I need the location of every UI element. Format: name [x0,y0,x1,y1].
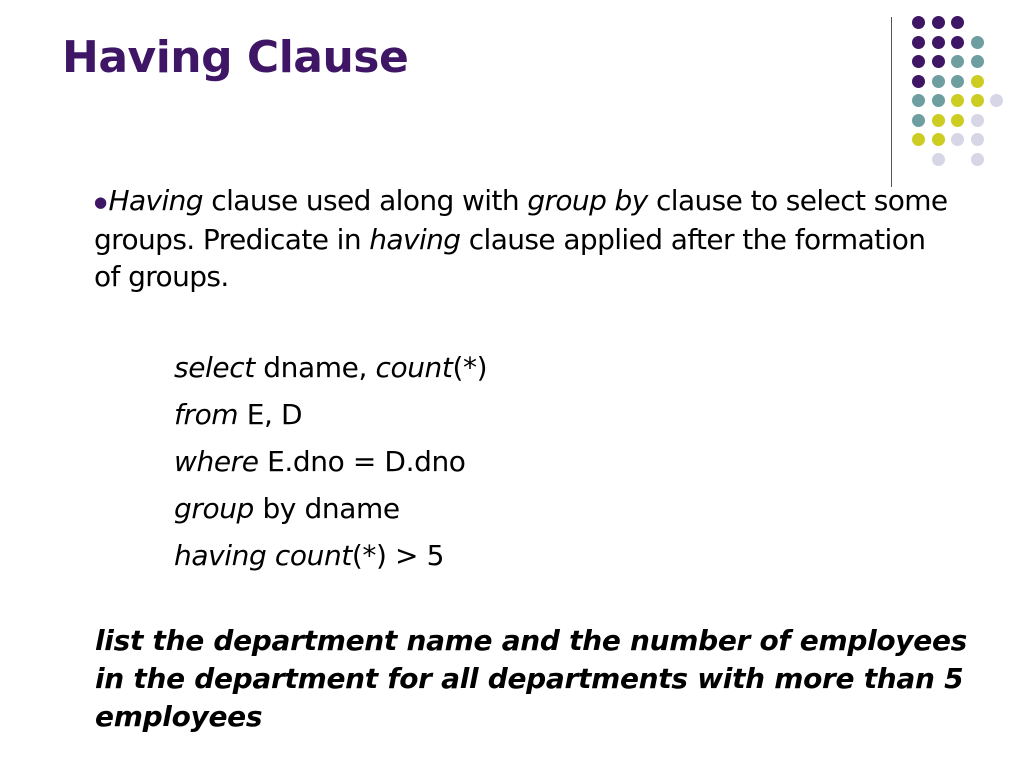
decorative-dot [971,94,984,107]
sql-keyword: select [174,351,255,384]
sql-text: (*) > 5 [351,539,445,572]
decorative-dot [971,36,984,49]
decorative-dot [951,114,964,127]
decorative-dot [932,133,945,146]
decorative-dot [951,94,964,107]
decorative-dot [932,153,945,166]
bullet-part: clause applied after the formation of groups. [94,222,926,293]
query-explanation: list the department name and the number of employees in the department for all departments with more than 5 employees [95,624,968,733]
sql-query-block [174,344,487,579]
decorative-dot [932,75,945,88]
sql-text: (*) [452,351,488,384]
sql-text: dname, [254,351,376,384]
decorative-dot [932,36,945,49]
slide-title: Having Clause [62,32,409,83]
bullet-part: having [369,222,461,256]
decorative-dot [951,16,964,29]
sql-keyword: group [174,492,254,525]
decorative-dot [912,16,925,29]
decorative-dot [971,133,984,146]
decorative-dot [951,36,964,49]
decorative-dot [951,75,964,88]
bullet-part: group by [527,184,648,217]
query-line [174,391,487,438]
sql-text: E, D [238,398,303,431]
decorative-dot [971,55,984,68]
sql-keyword: where [174,445,259,478]
sql-keyword: count [375,351,453,384]
decorative-dot [932,114,945,127]
decorative-divider-line [891,17,892,187]
query-line [174,438,487,485]
decorative-dot [990,94,1003,107]
sql-text: by dname [253,492,400,525]
query-line [174,485,487,532]
decorative-dot [951,133,964,146]
decorative-dot [932,94,945,107]
decorative-dot [912,94,925,107]
decorative-dot [932,55,945,68]
query-line [174,344,487,391]
bullet-dot-icon: ● [94,192,107,211]
bullet-part: Having [108,184,203,217]
bullet-part: clause used along with [202,184,528,217]
bullet-part: clause to select some groups. Predicate in [94,184,948,256]
sql-keyword: count [274,539,352,572]
sql-keyword: having [174,539,267,572]
bullet-text [94,184,948,293]
decorative-dot [971,75,984,88]
sql-text: E.dno = D.dno [258,445,466,478]
bullet-paragraph [94,182,954,295]
decorative-dot [912,36,925,49]
decorative-dot [912,75,925,88]
sql-text [266,539,275,572]
decorative-dot [971,114,984,127]
decorative-dot [912,133,925,146]
decorative-dot [912,55,925,68]
decorative-dot [912,114,925,127]
decorative-dot [951,55,964,68]
decorative-dot [932,16,945,29]
decorative-dot [971,153,984,166]
query-line [174,532,487,579]
sql-keyword: from [174,398,239,431]
